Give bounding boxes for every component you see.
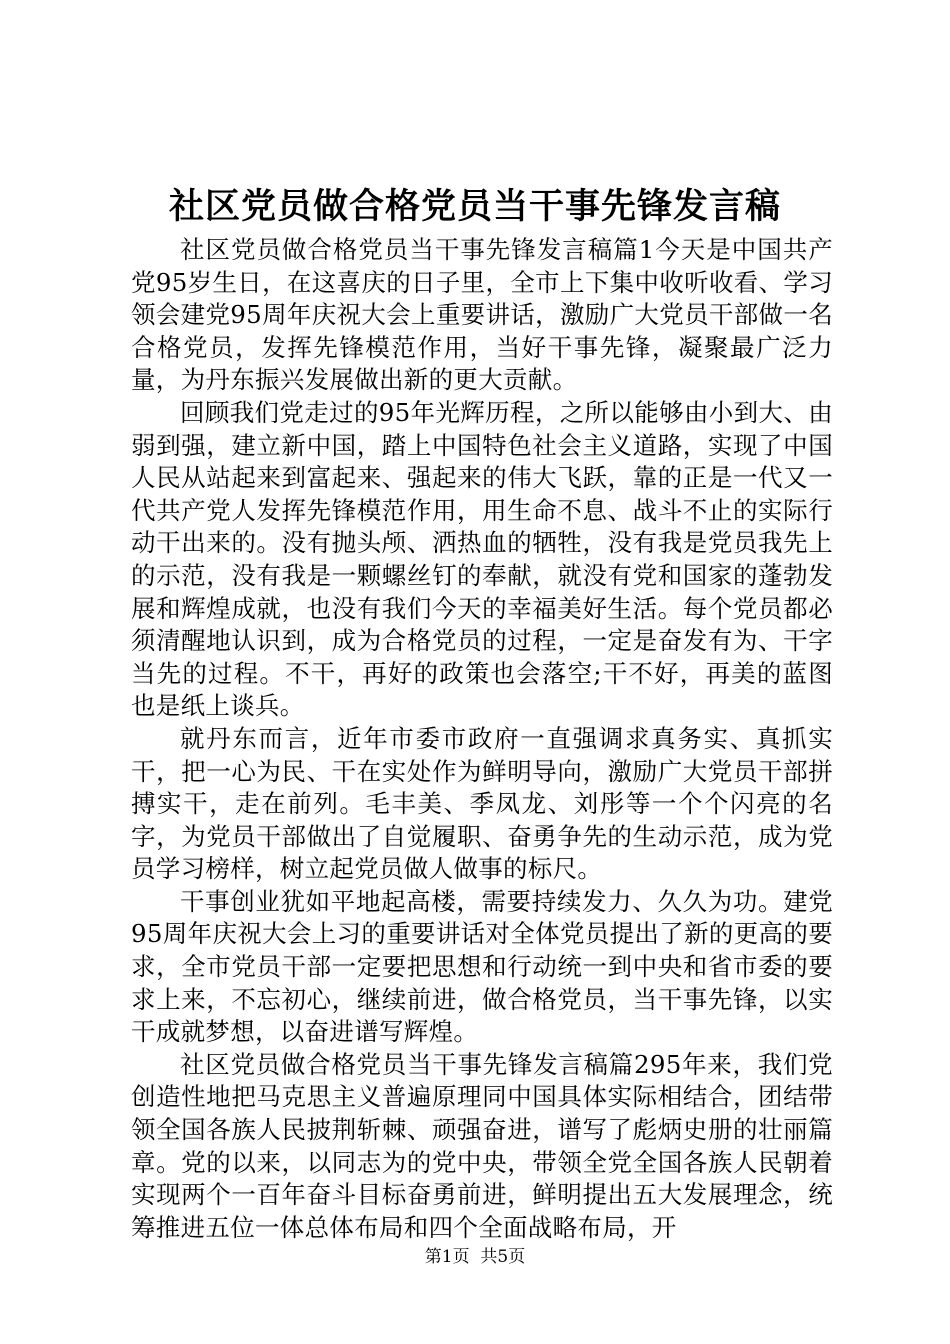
page-footer <box>0 1246 950 1268</box>
paragraph-1: 社区党员做合格党员当干事先锋发言稿篇1今天是中国共产党95岁生日，在这喜庆的日子里，全市上下集中收听收看、学习领会建党95周年庆祝大会上重要讲话，激励广大党员干部做一名合格党员，发挥先锋模范作用，当好干事先锋，凝聚最广泛力量，为丹东振兴发展做出新的更大贡献。 <box>131 235 833 395</box>
page-number: 第1页 <box>424 1247 470 1267</box>
paragraph-2: 回顾我们党走过的95年光辉历程，之所以能够由小到大、由弱到强，建立新中国，踏上中国特色社会主义道路，实现了中国人民从站起来到富起来、强起来的伟大飞跃，靠的正是一代又一代共产党人发挥先锋模范作用，用生命不息、战斗不止的实际行动干出来的。没有抛头颅、洒热血的牺牲，没有我是党员我先上的示范，没有我是一颗螺丝钉的奉献，就没有党和国家的蓬勃发展和辉煌成就，也没有我们今天的幸福美好生活。每个党员都必须清醒地认识到，成为合格党员的过程，一定是奋发有为、干字当先的过程。不干，再好的政策也会落空;干不好，再美的蓝图也是纸上谈兵。 <box>131 397 833 721</box>
paragraph-5: 社区党员做合格党员当干事先锋发言稿篇295年来，我们党创造性地把马克思主义普遍原理同中国具体实际相结合，团结带领全国各族人民披荆斩棘、顽强奋进，谱写了彪炳史册的壮丽篇章。党的以来，以同志为的党中央，带领全党全国各族人民朝着实现两个一百年奋斗目标奋勇前进，鲜明提出五大发展理念，统筹推进五位一体总体布局和四个全面战略布局，开 <box>131 1049 833 1242</box>
paragraph-4: 干事创业犹如平地起高楼，需要持续发力、久久为功。建党95周年庆祝大会上习的重要讲话对全体党员提出了新的更高的要求，全市党员干部一定要把思想和行动统一到中央和省市委的要求上来，不忘初心，继续前进，做合格党员，当干事先锋，以实干成就梦想，以奋进谱写辉煌。 <box>131 886 833 1047</box>
paragraph-3: 就丹东而言，近年市委市政府一直强调求真务实、真抓实干，把一心为民、干在实处作为鲜明导向，激励广大党员干部拼搏实干，走在前列。毛丰美、季凤龙、刘彤等一个个闪亮的名字，为党员干部做出了自觉履职、奋勇争先的生动示范，成为党员学习榜样，树立起党员做人做事的标尺。 <box>131 723 833 884</box>
document-title: 社区党员做合格党员当干事先锋发言稿 <box>168 186 781 227</box>
document-body <box>131 234 833 1244</box>
page-total: 共5页 <box>480 1247 526 1267</box>
